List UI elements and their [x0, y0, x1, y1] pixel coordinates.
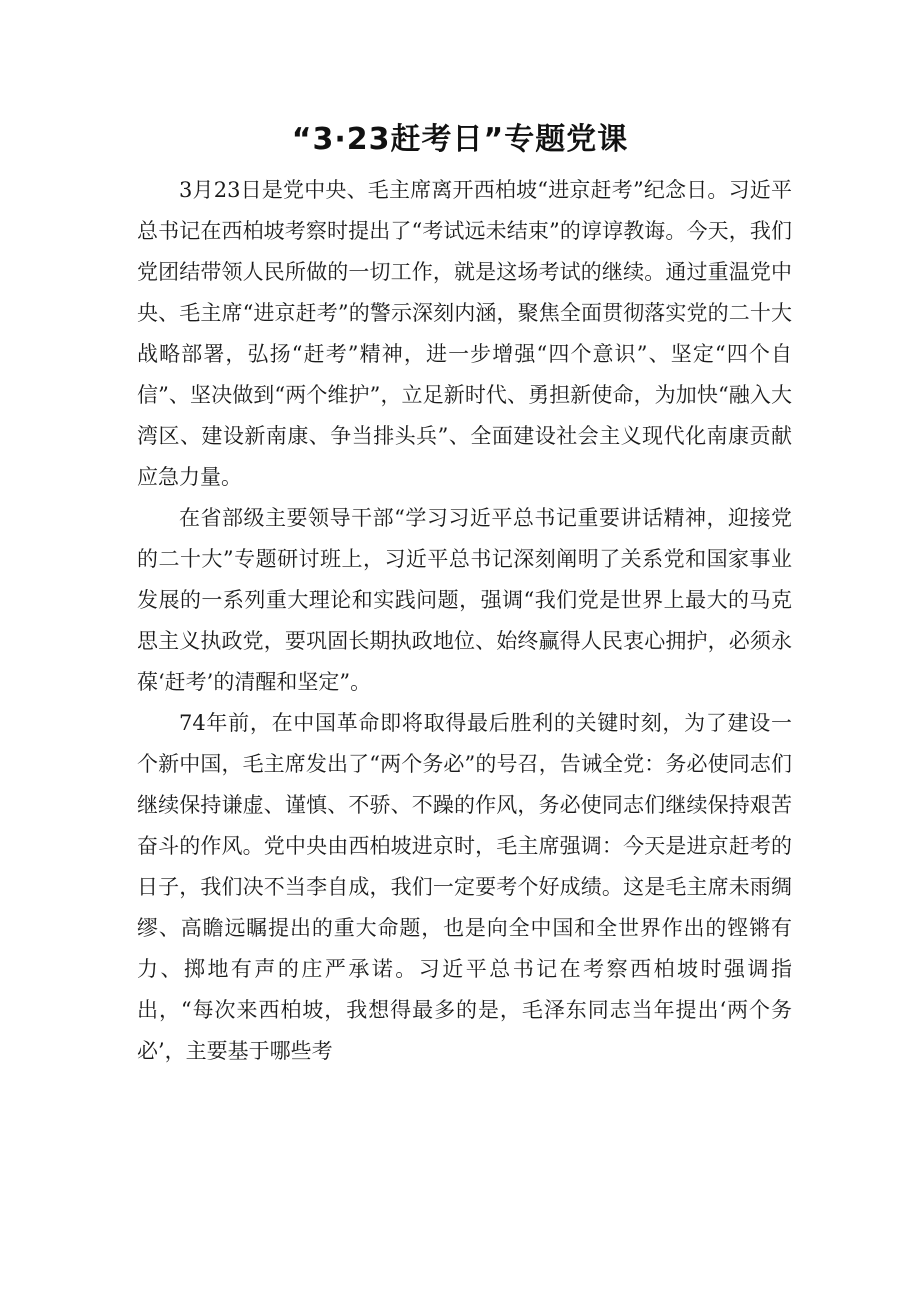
- paragraph-2: 在省部级主要领导干部“学习习近平总书记重要讲话精神，迎接党的二十大”专题研讨班上，习近平总书记深刻阐明了关系党和国家事业发展的一系列重大理论和实践问题，强调“我们党是世界上最大的马克思主义执政党，要巩固长期执政地位、始终赢得人民衷心拥护，必须永葆‘赶考’的清醒和坚定”。: [137, 506, 792, 694]
- document-body: [137, 170, 792, 1072]
- paragraph-1: 3月23日是党中央、毛主席离开西柏坡“进京赶考”纪念日。习近平总书记在西柏坡考察时提出了“考试远未结束”的谆谆教诲。今天，我们党团结带领人民所做的一切工作，就是这场考试的继续。通过重温党中央、毛主席“进京赶考”的警示深刻内涵，聚焦全面贯彻落实党的二十大战略部署，弘扬“赶考”精神，进一步增强“四个意识”、坚定“四个自信”、坚决做到“两个维护”，立足新时代、勇担新使命，为加快“融入大湾区、建设新南康、争当排头兵”、全面建设社会主义现代化南康贡献应急力量。: [137, 178, 792, 489]
- paragraph-3: 74年前，在中国革命即将取得最后胜利的关键时刻，为了建设一个新中国，毛主席发出了“两个务必”的号召，告诫全党：务必使同志们继续保持谦虚、谨慎、不骄、不躁的作风，务必使同志们继续保持艰苦奋斗的作风。党中央由西柏坡进京时，毛主席强调：今天是进京赶考的日子，我们决不当李自成，我们一定要考个好成绩。这是毛主席未雨绸缪、高瞻远瞩提出的重大命题，也是向全中国和全世界作出的铿锵有力、掷地有声的庄严承诺。习近平总书记在考察西柏坡时强调指出，“每次来西柏坡，我想得最多的是，毛泽东同志当年提出‘两个务必’，主要基于哪些考: [137, 711, 792, 1063]
- document-title: “3·23赶考日”专题党课: [291, 122, 629, 157]
